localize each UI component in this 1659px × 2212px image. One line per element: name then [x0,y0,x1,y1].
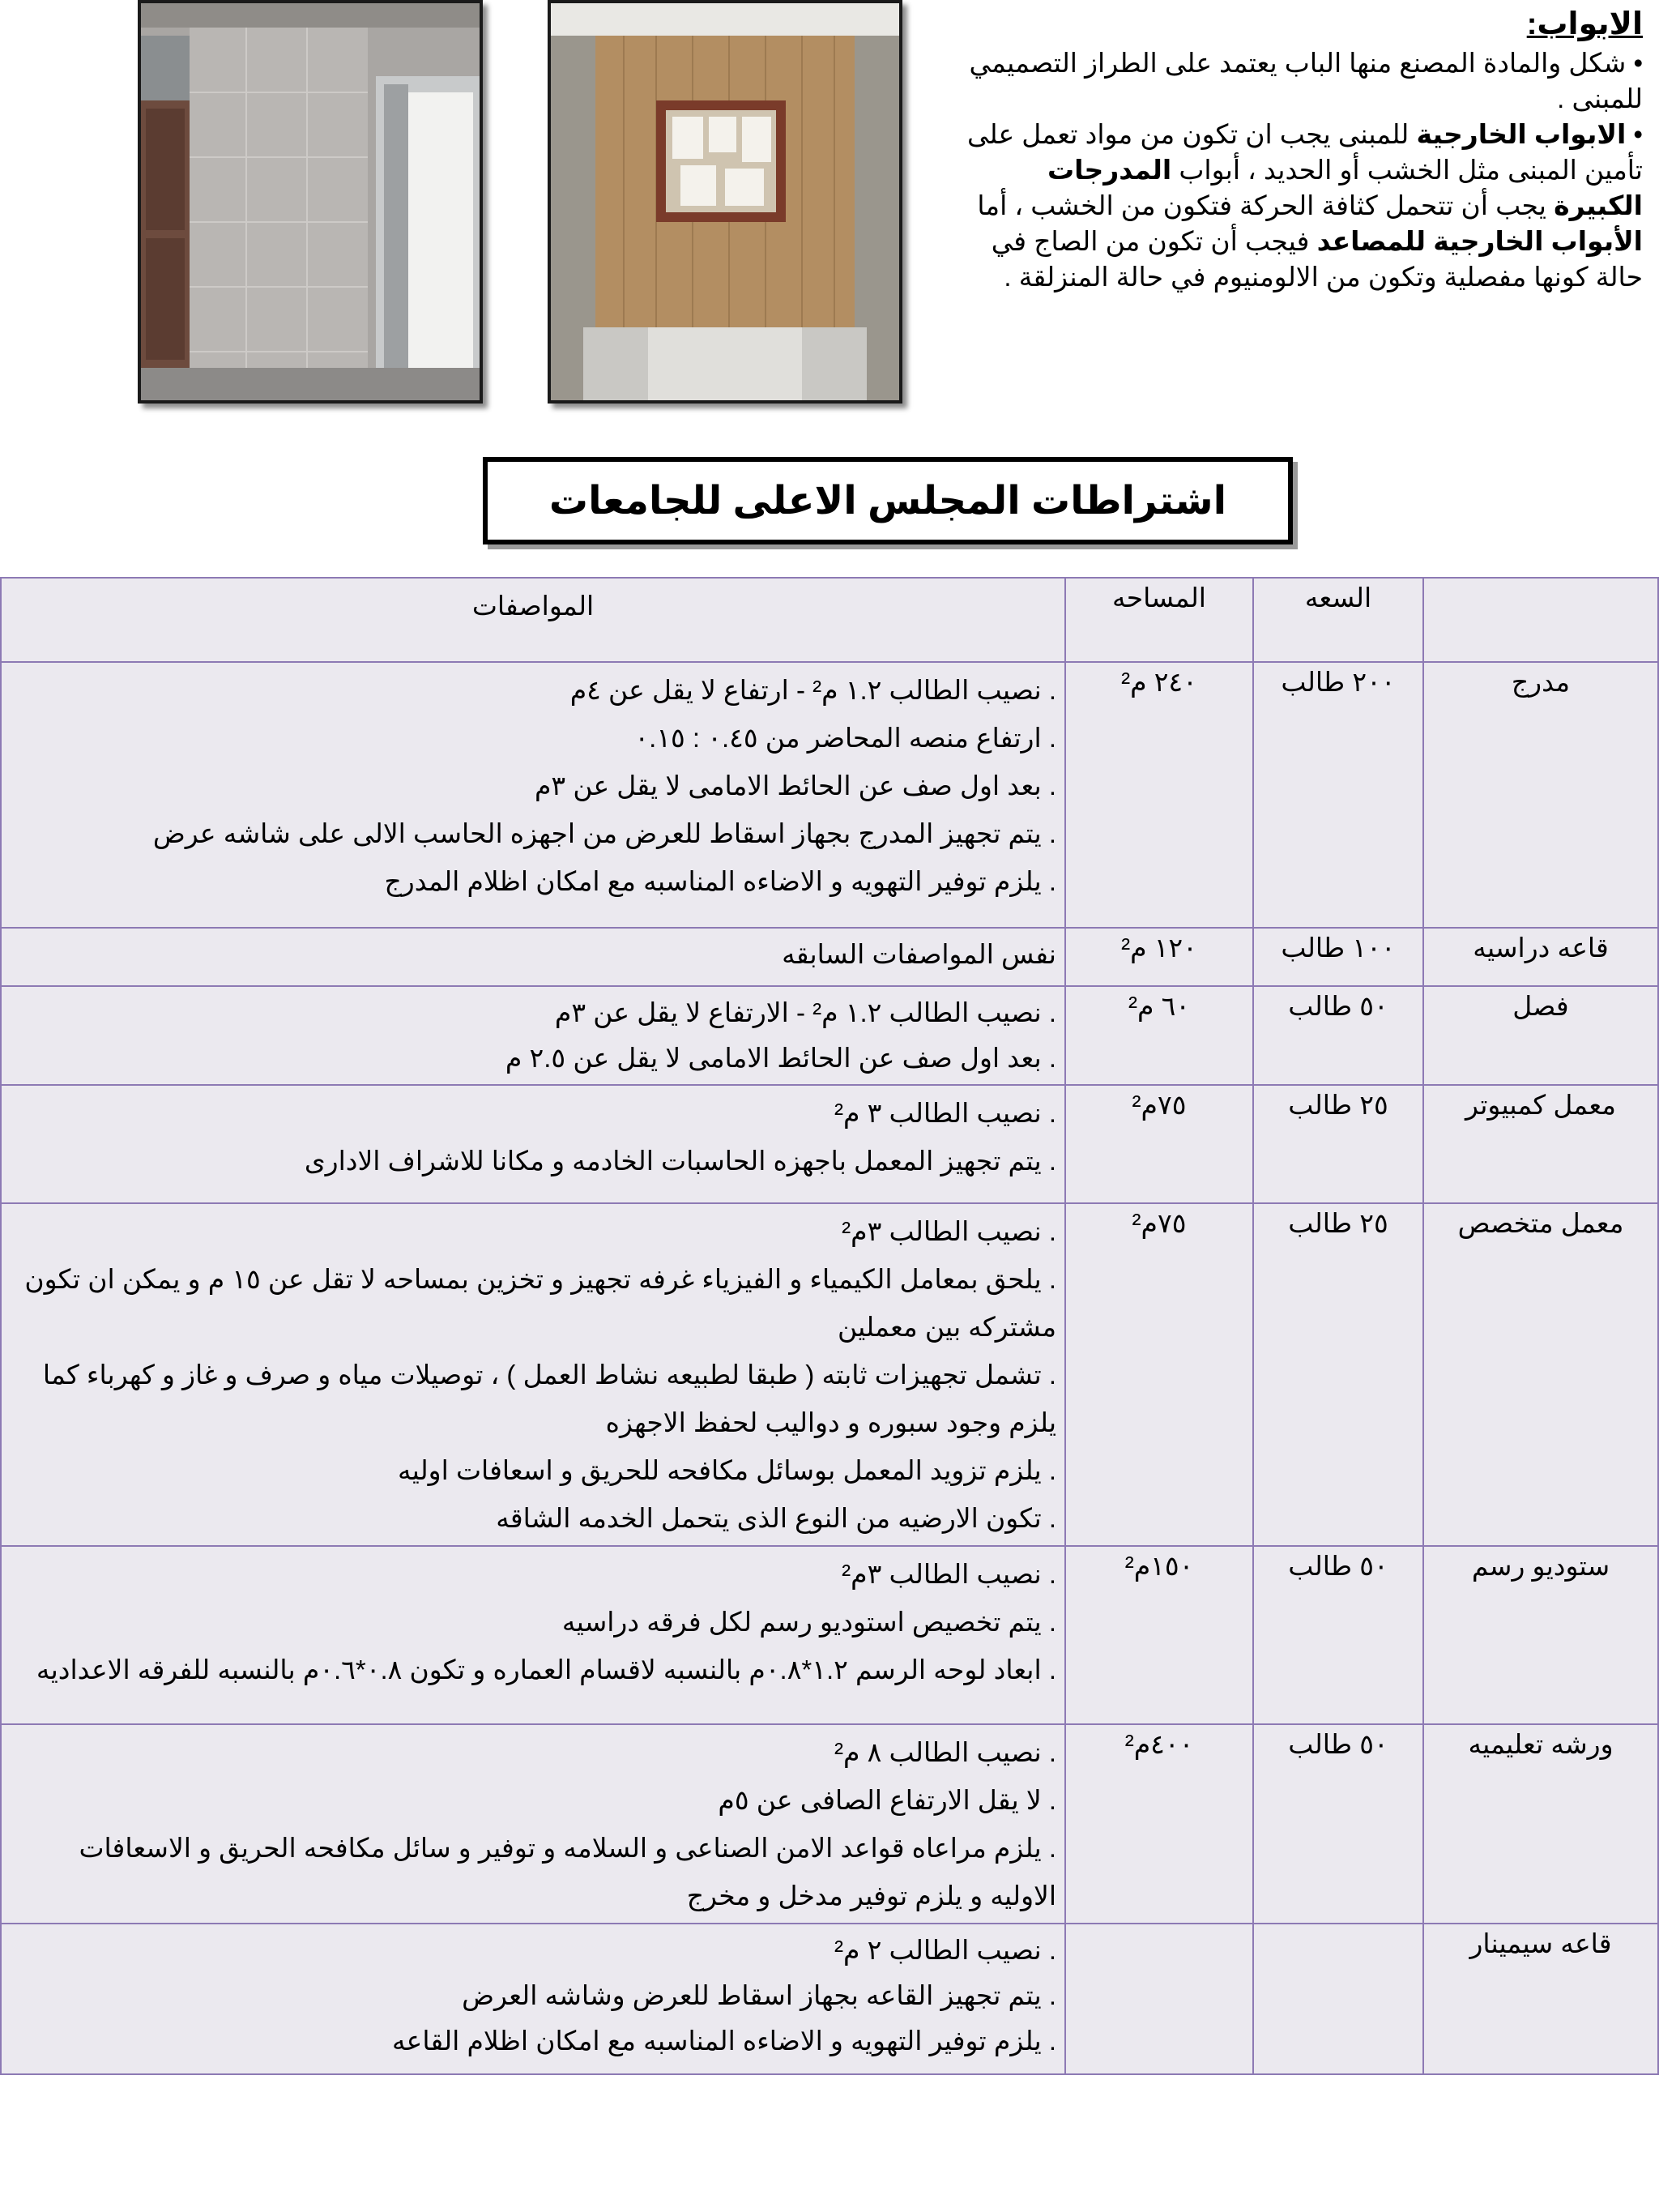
spec-line: . بعد اول صف عن الحائط الامامى لا يقل عن ٢.٥ م [505,1043,1056,1073]
bullet-text: فيجب أن تكون من الصاج في حالة كونها مفصلية وتكون من الالومنيوم في حالة المنزلقة . [991,226,1643,292]
spec-line: . يتم تخصيص استوديو رسم لكل فرقه دراسيه [561,1607,1056,1637]
spec-line: . يتم تجهيز المدرج بجهاز اسقاط للعرض من اجهزه الحاسب الالى على شاشه عرض [152,818,1056,848]
bold-term: المدرجات الكبيرة [1047,155,1643,220]
table-row [1,1924,1658,2074]
room-capacity: ١٠٠ طالب [1253,928,1423,986]
room-type: قاعه دراسيه [1423,928,1658,986]
table-row [1,986,1658,1085]
room-capacity: ٢٥ طالب [1253,1085,1423,1203]
room-specs [1,1203,1065,1546]
room-type: معمل متخصص [1423,1203,1658,1546]
table-row [1,1203,1658,1546]
spec-line: . تشمل تجهيزات ثابته ( طبقا لطبيعه نشاط العمل ) ، توصيلات مياه و صرف و غاز و كهرباء كما يلزم وجود سبوره و دواليب لحفظ الاجهزه [42,1360,1056,1437]
room-type: معمل كمبيوتر [1423,1085,1658,1203]
spec-line: . نصيب الطالب ٣ م² [834,1098,1056,1128]
spec-line: . نصيب الطالب ١.٢ م² - الارتفاع لا يقل عن ٣م [554,997,1056,1027]
header-capacity: السعه [1253,578,1423,662]
spec-line: . يلزم توفير التهويه و الاضاءه المناسبه مع امكان اظلام المدرج [384,866,1056,896]
photo-corridor-wall-door [138,0,483,404]
specifications-table [0,577,1659,2075]
bullet-mark: • [1626,119,1643,149]
room-capacity [1253,1924,1423,2074]
doors-bullet-1: • شكل والمادة المصنع منها الباب يعتمد على الطراز التصميمي للمبنى . [969,48,1643,113]
room-specs [1,986,1065,1085]
room-capacity: ٢٥ طالب [1253,1203,1423,1546]
room-type: مدرج [1423,662,1658,928]
spec-line: . يلحق بمعامل الكيمياء و الفيزياء غرفه تجهيز و تخزين بمساحه لا تقل عن ١٥ م و يمكن ان تكون مشتركه بين معملين [24,1264,1056,1342]
table-header-row [1,578,1658,662]
header-specs: المواصفات [1,578,1065,662]
spec-line: . نصيب الطالب ٣م² [842,1559,1056,1589]
room-area: ٧٥م² [1065,1085,1253,1203]
table-row [1,662,1658,928]
spec-line: . ابعاد لوحه الرسم ١.٢*٠.٨م بالنسبه لاقسام العماره و تكون ٠.٨*٠.٦م بالنسبه للفرقه الاعداديه [36,1655,1056,1685]
spec-line: نفس المواصفات السابقه [782,939,1056,969]
section-title: اشتراطات المجلس الاعلى للجامعات [548,480,1227,523]
table-row [1,928,1658,986]
spec-line: . لا يقل الارتفاع الصافى عن ٥م [718,1785,1056,1815]
room-capacity: ٢٠٠ طالب [1253,662,1423,928]
room-area: ٦٠ م² [1065,986,1253,1085]
spec-line: . بعد اول صف عن الحائط الامامى لا يقل عن ٣م [534,771,1056,801]
room-type: ستوديو رسم [1423,1546,1658,1724]
room-area: ٧٥م² [1065,1203,1253,1546]
spec-line: . تكون الارضيه من النوع الذى يتحمل الخدمه الشاقه [496,1503,1056,1533]
bullet-text: للمبنى يجب ان تكون من مواد تعمل على تأمين المبنى مثل الخشب أو الحديد ، أبواب [967,119,1643,185]
doors-heading: الابواب: [1526,7,1643,41]
spec-line: . يلزم تزويد المعمل بوسائل مكافحه للحريق و اسعافات اوليه [397,1455,1056,1485]
room-area: ١٢٠ م² [1065,928,1253,986]
photo-corridor-notice-board [548,0,902,404]
room-area [1065,1924,1253,2074]
spec-line: . نصيب الطالب ١.٢ م² - ارتفاع لا يقل عن ٤م [569,675,1056,705]
room-area: ٢٤٠ م² [1065,662,1253,928]
room-capacity: ٥٠ طالب [1253,986,1423,1085]
spec-line: . يلزم مراعاه قواعد الامن الصناعى و السلامه و توفير و سائل مكافحه الحريق و الاسعافات الاوليه و يلزم توفير مدخل و مخرج [79,1833,1056,1911]
spec-line: . يلزم توفير التهويه و الاضاءه المناسبه مع امكان اظلام القاعه [391,2026,1056,2056]
doors-bullet-2 [954,117,1643,295]
room-area: ٤٠٠م² [1065,1724,1253,1924]
room-area: ١٥٠م² [1065,1546,1253,1724]
table-row [1,1085,1658,1203]
section-title-box [483,457,1293,544]
table-row [1,1724,1658,1924]
doors-section [954,6,1643,295]
room-specs [1,662,1065,928]
room-type: قاعه سيمينار [1423,1924,1658,2074]
header-type [1423,578,1658,662]
spec-line: . نصيب الطالب ٢ م² [834,1935,1056,1965]
room-specs [1,1085,1065,1203]
header-area: المساحه [1065,578,1253,662]
spec-line: . ارتفاع منصه المحاضر من ٠.٤٥ : ٠.١٥ [634,723,1056,753]
bold-term: الابواب الخارجية [1416,119,1627,149]
room-capacity: ٥٠ طالب [1253,1546,1423,1724]
bold-term: الأبواب الخارجية للمصاعد [1316,226,1643,256]
spec-line: . يتم تجهيز القاعه بجهاز اسقاط للعرض وشاشه العرض [462,1980,1056,2010]
spec-line: . نصيب الطالب ٣م² [842,1216,1056,1246]
spec-line: . يتم تجهيز المعمل باجهزه الحاسبات الخادمه و مكانا للاشراف الادارى [304,1146,1056,1176]
spec-line: . نصيب الطالب ٨ م² [834,1737,1056,1767]
bullet-text: يجب أن تتحمل كثافة الحركة فتكون من الخشب ، أما [977,190,1555,220]
room-specs [1,1546,1065,1724]
room-specs [1,1724,1065,1924]
room-type: ورشه تعليميه [1423,1724,1658,1924]
table-row [1,1546,1658,1724]
room-type: فصل [1423,986,1658,1085]
room-specs [1,928,1065,986]
room-specs [1,1924,1065,2074]
room-capacity: ٥٠ طالب [1253,1724,1423,1924]
